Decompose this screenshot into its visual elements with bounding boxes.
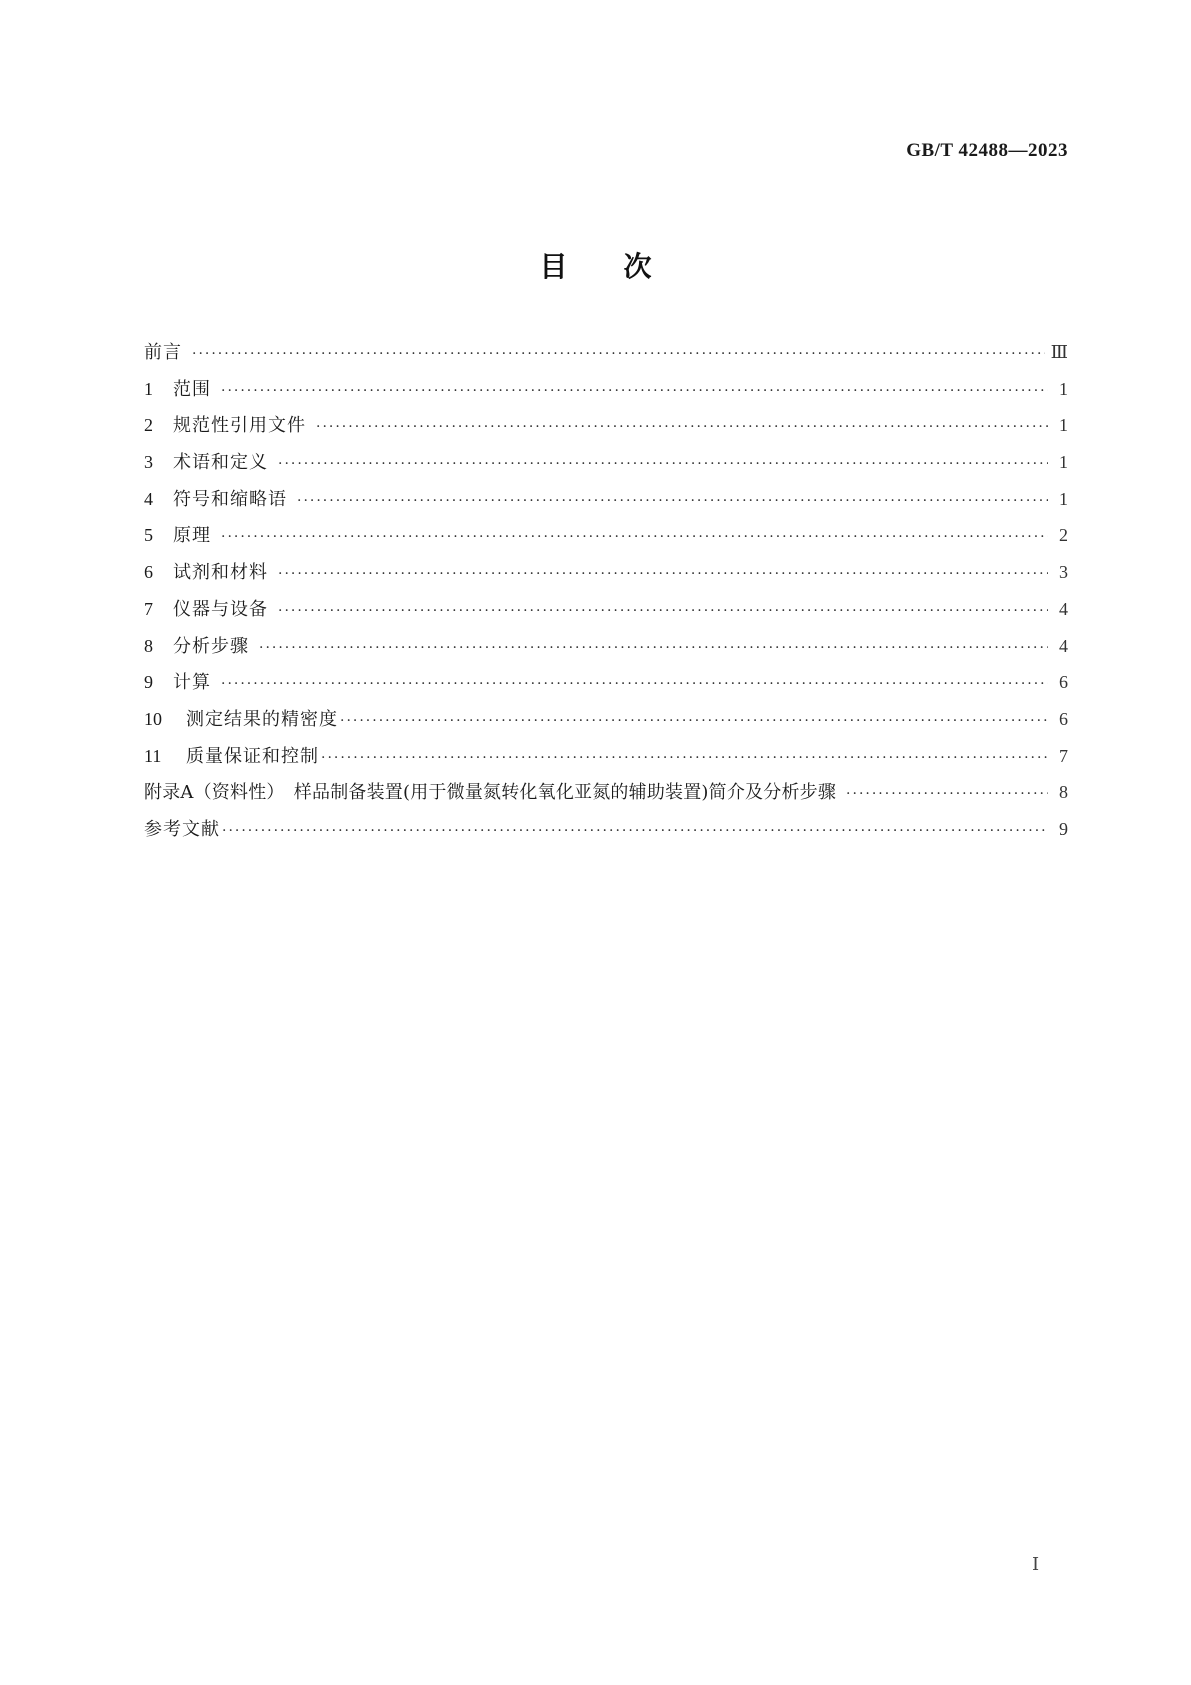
toc-entry-number: 3 xyxy=(144,452,153,473)
toc-entry-page: 1 xyxy=(1059,452,1068,473)
toc-entry-5[interactable] xyxy=(144,523,1068,560)
toc-entry-10[interactable] xyxy=(144,707,1068,744)
page-number: Ⅰ xyxy=(1032,1554,1040,1574)
toc-entry-page: 6 xyxy=(1059,672,1068,693)
toc-entry-label: 附录A（资料性） 样品制备装置(用于微量氮转化氧化亚氮的辅助装置)简介及分析步骤 xyxy=(144,782,837,804)
toc-entry-label: 参考文献 xyxy=(144,818,220,840)
toc-entry-label: 计算 xyxy=(173,672,211,694)
toc-entry-appendix-a[interactable] xyxy=(144,780,1068,817)
toc-entry-page: 1 xyxy=(1059,488,1068,509)
toc-entry-4[interactable] xyxy=(144,487,1068,524)
toc-entry-page: 2 xyxy=(1059,525,1068,546)
toc-entry-label: 前言 xyxy=(144,342,182,363)
toc-leader-dots xyxy=(278,562,1048,586)
toc-entry-label: 试剂和材料 xyxy=(173,562,268,584)
toc-entry-9[interactable] xyxy=(144,670,1068,707)
toc-entry-number: 8 xyxy=(144,635,153,656)
toc-entry-number: 6 xyxy=(144,562,153,583)
toc-entry-1[interactable] xyxy=(144,377,1068,414)
toc-entry-page: 6 xyxy=(1059,708,1068,729)
toc-leader-dots xyxy=(278,599,1048,623)
toc-leader-dots xyxy=(316,415,1048,439)
toc-entry-11[interactable] xyxy=(144,744,1068,781)
toc-entry-number: 11 xyxy=(144,745,162,766)
toc-leader-dots xyxy=(846,782,1048,806)
toc-entry-6[interactable] xyxy=(144,560,1068,597)
toc-entry-number: 4 xyxy=(144,488,153,509)
toc-entry-number: 10 xyxy=(144,708,162,729)
toc-entry-label: 规范性引用文件 xyxy=(173,415,306,437)
toc-leader-dots xyxy=(221,672,1048,696)
table-of-contents xyxy=(144,340,1068,854)
toc-entry-number: 9 xyxy=(144,672,153,693)
toc-entry-label: 术语和定义 xyxy=(173,452,268,474)
toc-entry-page: 8 xyxy=(1059,782,1068,803)
toc-title: 目次 xyxy=(539,250,708,283)
toc-entry-references[interactable] xyxy=(144,817,1068,854)
toc-entry-page: 1 xyxy=(1059,378,1068,399)
toc-leader-dots xyxy=(222,819,1048,843)
toc-entry-7[interactable] xyxy=(144,597,1068,634)
toc-entry-label: 范围 xyxy=(173,378,211,400)
toc-entry-page: 9 xyxy=(1059,818,1068,839)
toc-leader-dots xyxy=(340,709,1048,733)
toc-leader-dots xyxy=(278,452,1048,476)
toc-entry-page: 1 xyxy=(1059,415,1068,436)
toc-entry-label: 仪器与设备 xyxy=(173,598,268,620)
toc-entry-page: 7 xyxy=(1059,745,1068,766)
toc-entry-label: 测定结果的精密度 xyxy=(186,708,338,730)
toc-entry-label: 原理 xyxy=(173,525,211,547)
standard-code: GB/T 42488—2023 xyxy=(906,140,1068,161)
toc-leader-dots xyxy=(221,379,1048,403)
toc-entry-3[interactable] xyxy=(144,450,1068,487)
toc-entry-foreword[interactable] xyxy=(144,340,1068,377)
toc-entry-page: 4 xyxy=(1059,635,1068,656)
toc-entry-page: Ⅲ xyxy=(1050,342,1068,362)
toc-entry-label: 分析步骤 xyxy=(173,635,249,657)
toc-entry-number: 2 xyxy=(144,415,153,436)
toc-entry-8[interactable] xyxy=(144,634,1068,671)
toc-entry-number: 7 xyxy=(144,598,153,619)
toc-leader-dots xyxy=(192,342,1045,366)
toc-leader-dots xyxy=(259,636,1048,660)
toc-entry-label: 符号和缩略语 xyxy=(173,488,287,510)
toc-entry-page: 3 xyxy=(1059,562,1068,583)
toc-leader-dots xyxy=(297,489,1048,513)
toc-entry-number: 5 xyxy=(144,525,153,546)
toc-entry-2[interactable] xyxy=(144,413,1068,450)
toc-leader-dots xyxy=(221,525,1048,549)
toc-entry-number: 1 xyxy=(144,378,153,399)
toc-leader-dots xyxy=(321,746,1048,770)
toc-entry-page: 4 xyxy=(1059,598,1068,619)
toc-entry-label: 质量保证和控制 xyxy=(186,745,319,767)
